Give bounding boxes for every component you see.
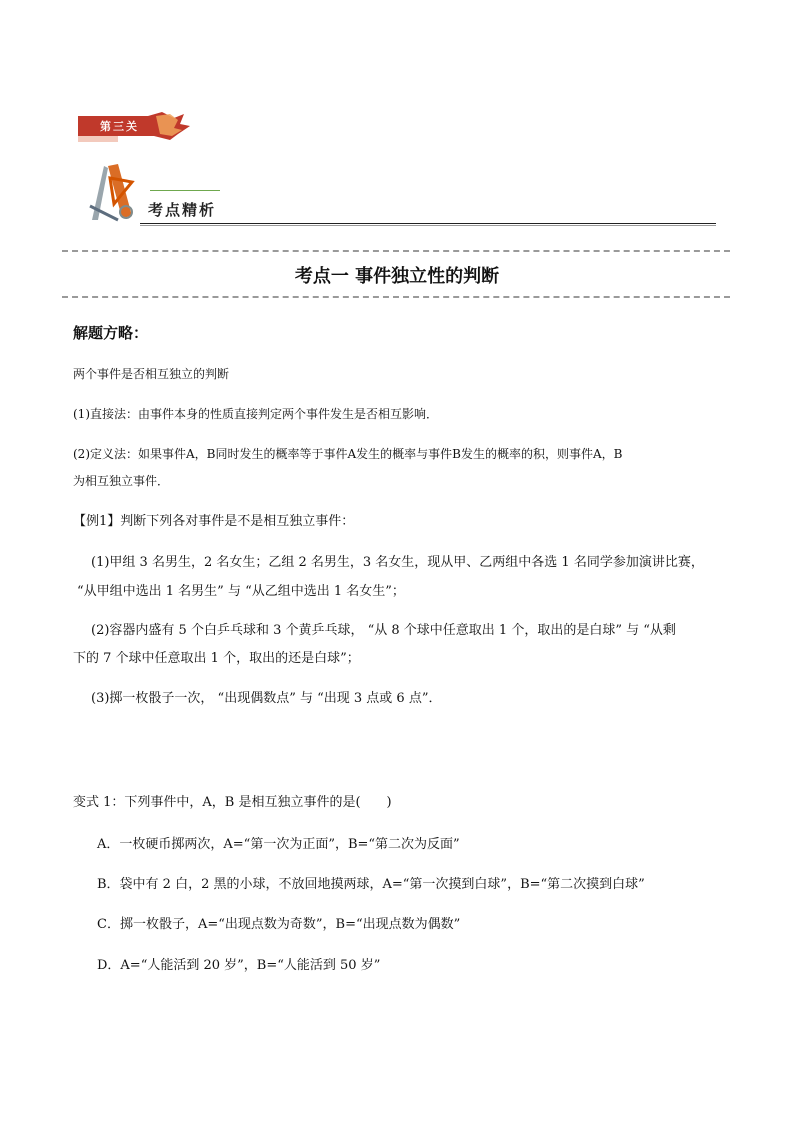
example-1-q2-cont: 下的 7 个球中任意取出 1 个，取出的还是白球”； [73, 651, 360, 666]
example-1-q3: (3)掷一枚骰子一次， “出现偶数点” 与 “出现 3 点或 6 点”． [91, 691, 442, 706]
variant-1-option-a: A．一枚硬币掷两次，A=“第一次为正面”，B=“第二次为反面” [97, 837, 460, 852]
method-title: 解题方略： [73, 324, 149, 342]
accent-line [150, 190, 220, 191]
method-intro: 两个事件是否相互独立的判断 [73, 367, 230, 381]
heading-rule-shadow [140, 225, 716, 226]
example-1-title: 【例1】判断下列各对事件是不是相互独立事件： [73, 514, 355, 529]
example-1-q1: (1)甲组 3 名男生，2 名女生；乙组 2 名男生，3 名女生，现从甲、乙两组中各选 1 名同学参加演讲比赛， [91, 555, 704, 570]
stage-banner-label: 第三关 [100, 120, 139, 133]
variant-1-title: 变式 1：下列事件中，A，B 是相互独立事件的是( ) [73, 795, 392, 810]
method-point-2: (2)定义法：如果事件A，B同时发生的概率等于事件A发生的概率与事件B发生的概率的积，则事件A，B [73, 447, 623, 461]
variant-1-option-d: D．A=“人能活到 20 岁”，B=“人能活到 50 岁” [97, 958, 381, 973]
method-point-1: (1)直接法：由事件本身的性质直接判定两个事件发生是否相互影响． [73, 407, 439, 421]
dashed-divider-bottom [62, 296, 730, 298]
example-1-q1-cont: “从甲组中选出 1 名男生” 与 “从乙组中选出 1 名女生”； [77, 584, 405, 599]
section-label: 考点精析 [148, 201, 217, 219]
ruler-triangle-icon [88, 160, 138, 222]
dashed-divider-top [62, 250, 730, 252]
variant-1-option-c: C．掷一枚骰子，A=“出现点数为奇数”，B=“出现点数为偶数” [97, 917, 461, 932]
heading-rule [140, 223, 716, 224]
example-1-q2: (2)容器内盛有 5 个白乒乓球和 3 个黄乒乓球， “从 8 个球中任意取出 1 个，取出的是白球” 与 “从剩 [91, 623, 676, 638]
topic-title: 考点一 事件独立性的判断 [294, 266, 500, 287]
method-point-2-cont: 为相互独立事件． [73, 474, 170, 488]
variant-1-option-b: B．袋中有 2 白，2 黑的小球，不放回地摸两球，A=“第一次摸到白球”，B=“第二次摸到白球” [97, 877, 645, 892]
